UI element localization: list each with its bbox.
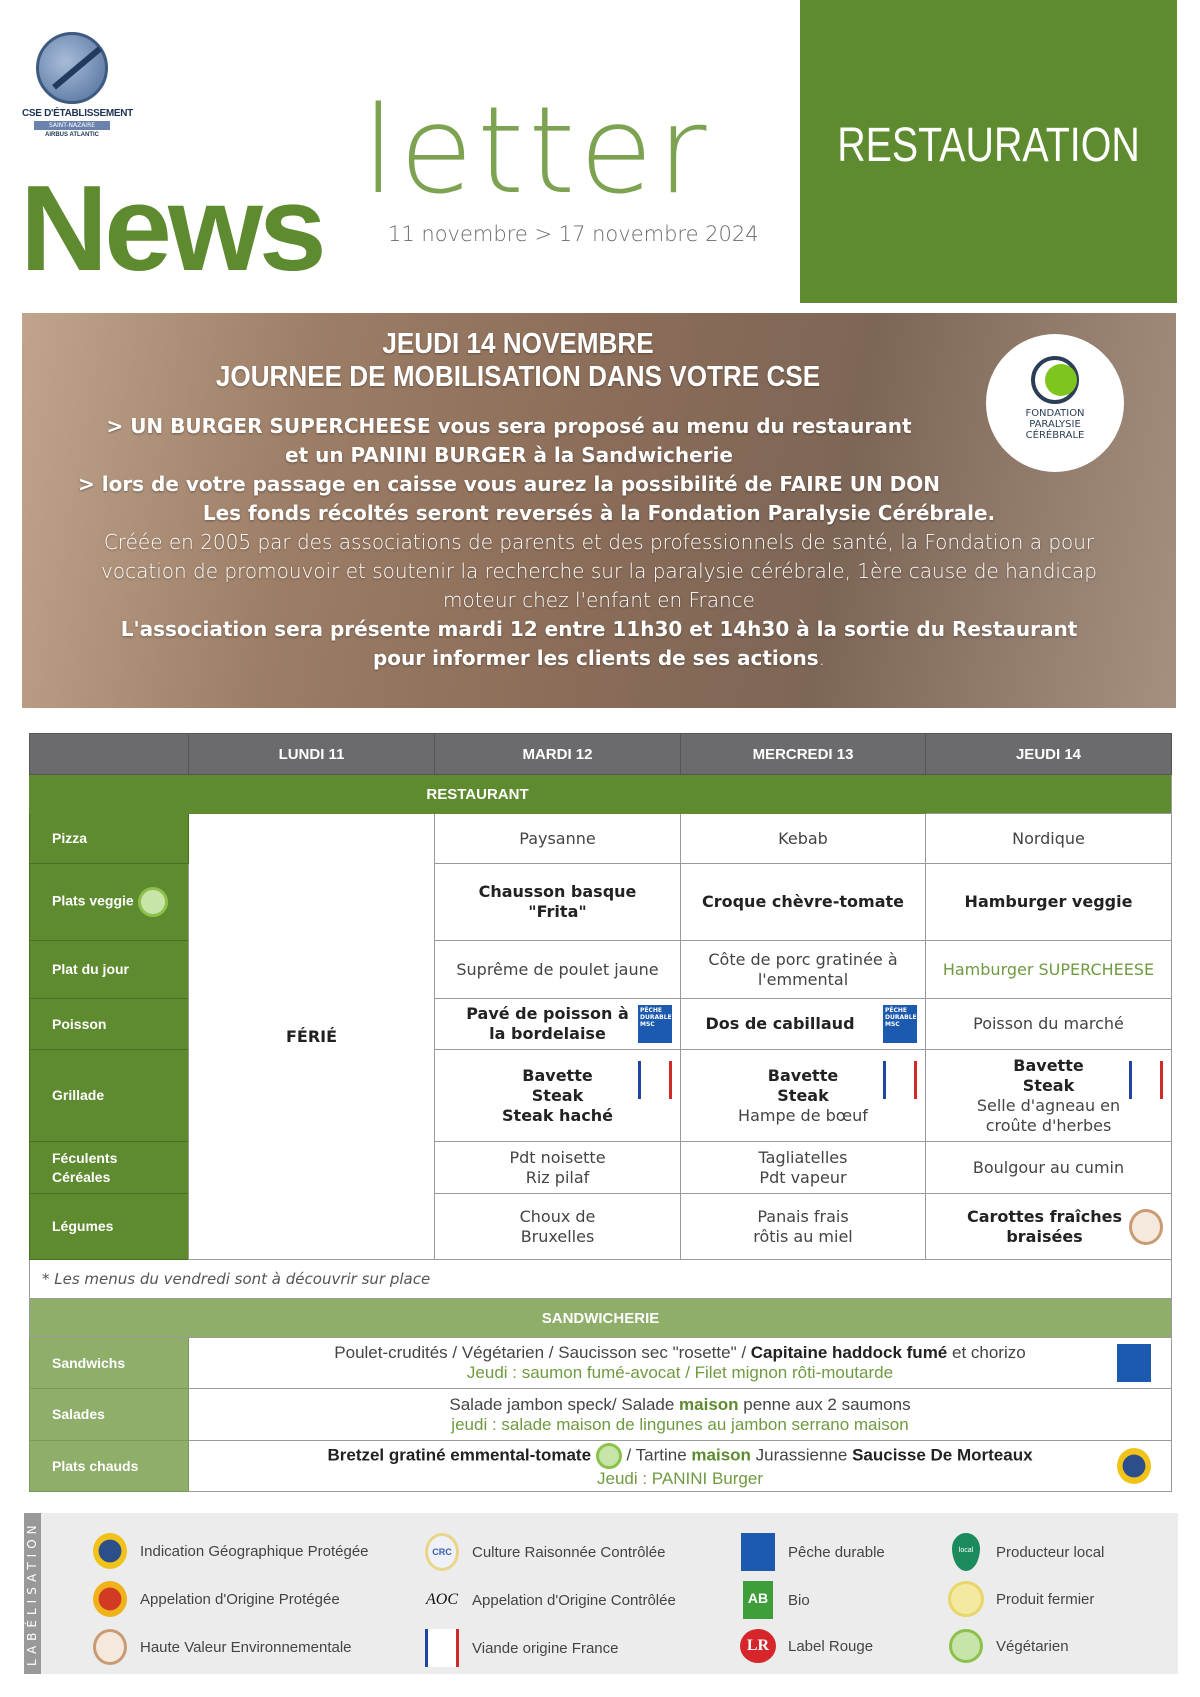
legend-item xyxy=(424,1533,665,1571)
crc-icon: CRC xyxy=(425,1533,459,1571)
legend-item xyxy=(92,1629,352,1665)
aoc-icon: AOC xyxy=(426,1591,458,1608)
jeudi-text: Jeudi : saumon fumé-avocat / Filet mignon rôti-moutarde xyxy=(466,1363,894,1382)
legend-label: Label Rouge xyxy=(788,1637,874,1655)
produit-fermier-icon xyxy=(948,1581,984,1617)
legend-label: Indication Géographique Protégée xyxy=(140,1542,369,1560)
legend-label: Végétarien xyxy=(996,1637,1069,1655)
title-light: letter xyxy=(362,82,711,221)
dish-text: Hampe de bœuf xyxy=(738,1105,868,1125)
row-label: Légumes xyxy=(30,1194,189,1260)
menu-cell: Hamburger SUPERCHEESE xyxy=(926,941,1172,999)
table-row xyxy=(30,1389,1172,1441)
banner-title-1: JEUDI 14 NOVEMBRE xyxy=(382,328,654,360)
legend-item xyxy=(92,1581,340,1617)
legend-item xyxy=(948,1533,1104,1571)
vegetarian-icon xyxy=(596,1443,622,1469)
msc-icon: PÊCHE DURABLE MSC xyxy=(638,1005,672,1043)
legend-label: Appelation d'Origine Contrôlée xyxy=(472,1591,676,1609)
legend-item xyxy=(948,1629,1069,1663)
legend-label: Appelation d'Origine Protégée xyxy=(140,1590,340,1608)
row-label: Sandwichs xyxy=(30,1338,189,1389)
dish-text: Carottes fraîches braisées xyxy=(966,1206,1123,1246)
dish-text: et chorizo xyxy=(947,1343,1026,1362)
dish-text: Jurassienne xyxy=(750,1445,853,1465)
banner-footer: pour informer les clients de ses actions xyxy=(372,646,819,670)
legend-title: LABÉLISATION xyxy=(24,1513,41,1674)
banner-line: et un PANINI BURGER à la Sandwicherie xyxy=(285,443,733,467)
menu-table xyxy=(29,733,1172,1492)
dish-text: maison xyxy=(679,1394,739,1414)
menu-cell: Chausson basque "Frita" xyxy=(435,864,681,941)
menu-cell xyxy=(435,1050,681,1142)
menu-cell xyxy=(681,1050,926,1142)
menu-cell: Choux de Bruxelles xyxy=(435,1194,681,1260)
row-label-text: Plats veggie xyxy=(52,892,134,909)
igp-icon xyxy=(1117,1448,1151,1484)
legend-label: Haute Valeur Environnementale xyxy=(140,1638,352,1656)
producteur-local-icon: local xyxy=(952,1533,980,1571)
globe-plane-icon xyxy=(36,32,108,104)
legend-label: Pêche durable xyxy=(788,1543,885,1561)
fondation-text: CÉRÉBRALE xyxy=(1025,430,1085,441)
menu-cell xyxy=(189,1338,1172,1389)
logo-line2: SAINT-NAZAIRE xyxy=(34,121,110,130)
legend-label: Producteur local xyxy=(996,1543,1105,1561)
fondation-text: PARALYSIE xyxy=(1029,419,1081,430)
friday-note: * Les menus du vendredi sont à découvrir sur place xyxy=(30,1260,1172,1299)
dish-text: penne aux 2 saumons xyxy=(738,1394,911,1414)
banner-line: > UN BURGER SUPERCHEESE vous sera proposé au menu du restaurant xyxy=(106,414,912,438)
legend-label: Produit fermier xyxy=(996,1590,1095,1608)
legend-item xyxy=(740,1581,810,1619)
bio-icon: AB xyxy=(743,1581,773,1619)
jeudi-text: Jeudi : PANINI Burger xyxy=(597,1469,763,1488)
msc-icon xyxy=(1117,1344,1151,1382)
banner-description: Créée en 2005 par des associations de parents et des professionnels de santé, la Fondation a pour vocation de promouvoir et soutenir la recherche sur la paralysie cérébrale, 1ère cause de handicap moteur chez l'enfant en France xyxy=(101,530,1097,612)
logo-line3: AIRBUS ATLANTIC xyxy=(45,132,99,138)
menu-cell: Boulgour au cumin xyxy=(926,1142,1172,1194)
legend-label: Viande origine France xyxy=(472,1639,619,1657)
dish-text: Bavette Steak xyxy=(1013,1055,1084,1095)
date-range: 11 novembre > 17 novembre 2024 xyxy=(388,222,759,246)
table-row xyxy=(30,1441,1172,1492)
dish-text: Bavette Steak xyxy=(767,1065,839,1105)
banner-title-2: JOURNEE DE MOBILISATION DANS VOTRE CSE xyxy=(215,361,821,393)
legend-item xyxy=(948,1581,1094,1617)
table-row xyxy=(30,814,1172,864)
title-bold: News xyxy=(20,160,323,296)
menu-cell: Poisson du marché xyxy=(926,999,1172,1050)
menu-cell: Pdt noisette Riz pilaf xyxy=(435,1142,681,1194)
cse-logo xyxy=(22,32,133,138)
viande-france-icon xyxy=(425,1629,459,1667)
row-label: Féculents Céréales xyxy=(30,1142,189,1194)
menu-cell: Suprême de poulet jaune xyxy=(435,941,681,999)
ferie-cell: FÉRIÉ xyxy=(189,814,435,1260)
hve-icon xyxy=(1129,1209,1163,1245)
day-header: MARDI 12 xyxy=(435,734,681,775)
viande-france-icon xyxy=(1129,1061,1163,1099)
menu-cell: Croque chèvre-tomate xyxy=(681,864,926,941)
menu-cell: Paysanne xyxy=(435,814,681,864)
banner-line: > lors de votre passage en caisse vous aurez la possibilité de FAIRE UN DON xyxy=(78,472,940,496)
restaurant-section-cell xyxy=(926,775,1172,814)
dish-text: Selle d'agneau en croûte d'herbes xyxy=(976,1095,1121,1135)
dish-text: Bretzel gratiné emmental-tomate xyxy=(327,1445,592,1465)
menu-cell: Kebab xyxy=(681,814,926,864)
menu-cell xyxy=(926,1194,1172,1260)
labels-legend xyxy=(24,1513,1178,1674)
legend-item xyxy=(92,1533,369,1569)
row-label xyxy=(30,864,189,941)
row-label: Plat du jour xyxy=(30,941,189,999)
msc-icon: PÊCHE DURABLE MSC xyxy=(883,1005,917,1043)
menu-cell: Hamburger veggie xyxy=(926,864,1172,941)
restaurant-section-header: RESTAURANT xyxy=(30,775,926,814)
fondation-text: FONDATION xyxy=(1025,408,1085,419)
legend-item xyxy=(740,1629,873,1663)
days-header-row xyxy=(30,734,1172,775)
vegetarian-icon xyxy=(138,887,168,917)
viande-france-icon xyxy=(883,1061,917,1099)
hve-icon xyxy=(93,1629,127,1665)
row-label: Poisson xyxy=(30,999,189,1050)
legend-item xyxy=(424,1629,618,1667)
igp-icon xyxy=(93,1533,127,1569)
menu-cell xyxy=(435,999,681,1050)
section-header-box xyxy=(800,0,1177,303)
banner-footer-end: . xyxy=(818,646,826,670)
day-header: MERCREDI 13 xyxy=(681,734,926,775)
fondation-circle-icon xyxy=(1031,356,1079,404)
menu-cell: Panais frais rôtis au miel xyxy=(681,1194,926,1260)
day-header: LUNDI 11 xyxy=(189,734,435,775)
day-header: JEUDI 14 xyxy=(926,734,1172,775)
legend-label: Bio xyxy=(788,1591,810,1609)
jeudi-text: jeudi : salade maison de lingunes au jambon serrano maison xyxy=(451,1414,909,1434)
menu-cell xyxy=(189,1441,1172,1492)
dish-text: Dos de cabillaud xyxy=(705,1014,855,1033)
dish-text: Bavette Steak Steak haché xyxy=(502,1065,613,1125)
menu-cell xyxy=(926,1050,1172,1142)
corner-cell xyxy=(30,734,189,775)
viande-france-icon xyxy=(638,1061,672,1099)
dish-text: Pavé de poisson à la bordelaise xyxy=(466,1004,629,1043)
aop-icon xyxy=(93,1581,127,1617)
banner-line: Les fonds récoltés seront reversés à la Fondation Paralysie Cérébrale. xyxy=(202,501,996,525)
msc-icon xyxy=(741,1533,775,1571)
legend-label: Culture Raisonnée Contrôlée xyxy=(472,1543,666,1561)
dish-text: Poulet-crudités / Végétarien / Saucisson sec "rosette" / xyxy=(334,1343,751,1362)
row-label: Pizza xyxy=(30,814,189,864)
row-label: Plats chauds xyxy=(30,1441,189,1492)
section-title: RESTAURATION xyxy=(837,119,1140,172)
menu-cell: Côte de porc gratinée à l'emmental xyxy=(681,941,926,999)
dish-text: maison xyxy=(691,1445,751,1465)
menu-cell xyxy=(189,1389,1172,1441)
label-rouge-icon: LR xyxy=(740,1629,776,1663)
legend-item xyxy=(424,1581,676,1619)
vegetarian-icon xyxy=(949,1629,983,1663)
menu-cell: Nordique xyxy=(926,814,1172,864)
sandwicherie-section-header: SANDWICHERIE xyxy=(30,1299,1172,1338)
dish-text: Capitaine haddock fumé xyxy=(750,1343,948,1362)
dish-text: / Tartine xyxy=(621,1445,692,1465)
table-row xyxy=(30,1338,1172,1389)
dish-text: Saucisse De Morteaux xyxy=(852,1445,1033,1465)
row-label: Grillade xyxy=(30,1050,189,1142)
menu-cell xyxy=(681,999,926,1050)
logo-line1: CSE D'ÉTABLISSEMENT xyxy=(22,108,133,119)
dish-text: Salade jambon speck/ Salade xyxy=(449,1394,680,1414)
banner-footer: L'association sera présente mardi 12 entre 11h30 et 14h30 à la sortie du Restaurant xyxy=(120,617,1078,641)
row-label: Salades xyxy=(30,1389,189,1441)
legend-item xyxy=(740,1533,885,1571)
menu-cell: Tagliatelles Pdt vapeur xyxy=(681,1142,926,1194)
